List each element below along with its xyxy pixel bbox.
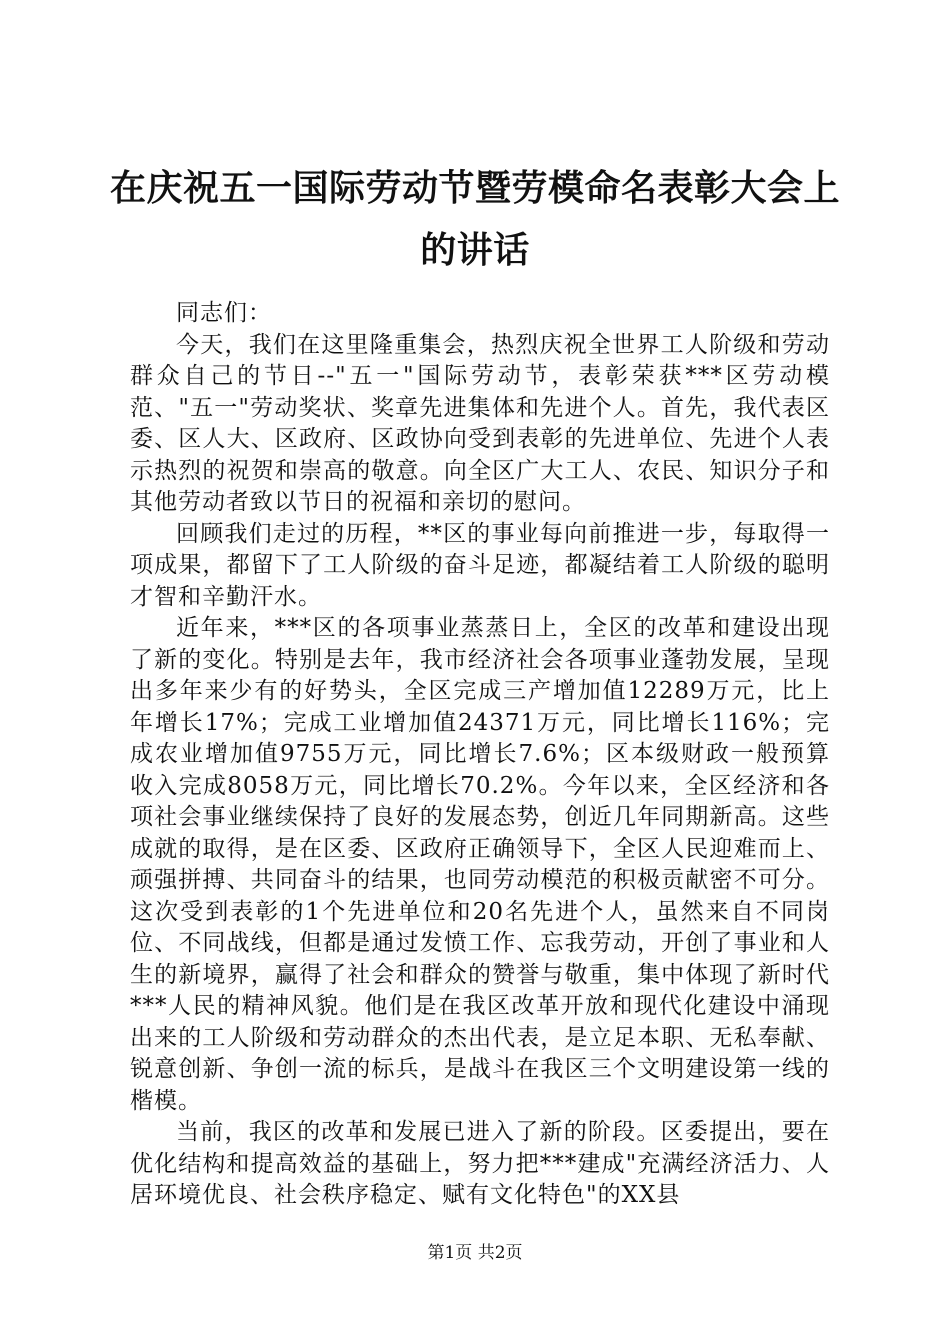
document-title: 在庆祝五一国际劳动节暨劳模命名表彰大会上的讲话: [110, 168, 841, 271]
page-number: 第1页 共2页: [427, 1243, 523, 1263]
paragraph: 回顾我们走过的历程，**区的事业每向前推进一步，每取得一项成果，都留下了工人阶级的奋斗足迹，都凝结着工人阶级的聪明才智和辛勤汗水。: [130, 520, 830, 610]
paragraph: 今天，我们在这里隆重集会，热烈庆祝全世界工人阶级和劳动群众自己的节日--"五一"国际劳动节，表彰荣获***区劳动模范、"五一"劳动奖状、奖章先进集体和先进个人。首先，我代表区委、区人大、区政府、区政协向受到表彰的先进单位、先进个人表示热烈的祝贺和崇高的敬意。向全区广大工人、农民、知识分子和其他劳动者致以节日的祝福和亲切的慰问。: [130, 331, 830, 515]
paragraph: 当前，我区的改革和发展已进入了新的阶段。区委提出，要在优化结构和提高效益的基础上，努力把***建成"充满经济活力、人居环境优良、社会秩序稳定、赋有文化特色"的XX县: [130, 1119, 830, 1208]
page-footer: [0, 1242, 950, 1264]
document-body: [130, 298, 830, 1212]
paragraph: 近年来，***区的各项事业蒸蒸日上，全区的改革和建设出现了新的变化。特别是去年，我市经济社会各项事业蓬勃发展，呈现出多年来少有的好势头，全区完成三产增加值12289万元，比上年增长17%；完成工业增加值24371万元，同比增长116%；完成农业增加值9755万元，同比增长7.6%；区本级财政一般预算收入完成8058万元，同比增长70.2%。今年以来，全区经济和各项社会事业继续保持了良好的发展态势，创近几年同期新高。这些成就的取得，是在区委、区政府正确领导下，全区人民迎难而上、顽强拼搏、共同奋斗的结果，也同劳动模范的积极贡献密不可分。这次受到表彰的1个先进单位和20名先进个人，虽然来自不同岗位、不同战线，但都是通过发愤工作、忘我劳动，开创了事业和人生的新境界，赢得了社会和群众的赞誉与敬重，集中体现了新时代***人民的精神风貌。他们是在我区改革开放和现代化建设中涌现出来的工人阶级和劳动群众的杰出代表，是立足本职、无私奉献、锐意创新、争创一流的标兵，是战斗在我区三个文明建设第一线的楷模。: [130, 615, 830, 1114]
salutation: 同志们：: [176, 300, 272, 326]
